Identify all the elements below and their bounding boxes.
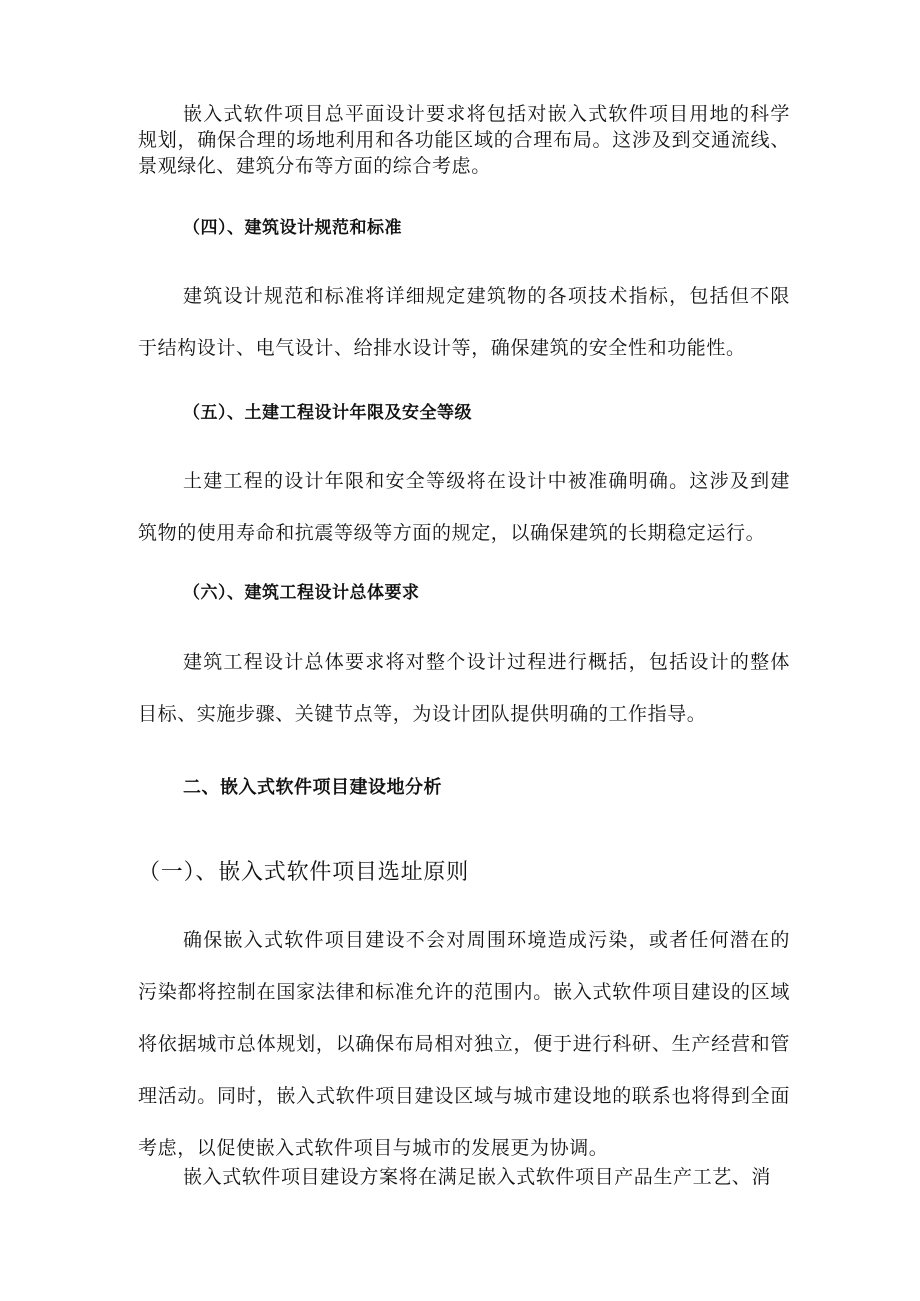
paragraph-site-selection: 确保嵌入式软件项目建设不会对周围环境造成污染，或者任何潜在的污染都将控制在国家法律和标准允许的范围内。嵌入式软件项目建设的区域将依据城市总体规划，以确保布局相对独立，便于进行科研、生产经营和管理活动。同时，嵌入式软件项目建设区域与城市建设地的联系也将得到全面考虑，以促使嵌入式软件项目与城市的发展更为协调。	[138, 929, 790, 1159]
section-title-site-analysis: 二、嵌入式软件项目建设地分析	[183, 777, 442, 798]
paragraph-design-life-safety: 土建工程的设计年限和安全等级将在设计中被准确明确。这涉及到建筑物的使用寿命和抗震等级等方面的规定，以确保建筑的长期稳定运行。	[138, 470, 790, 544]
paragraph-site-plan: 嵌入式软件项目总平面设计要求将包括对嵌入式软件项目用地的科学规划，确保合理的场地利用和各功能区域的合理布局。这涉及到交通流线、景观绿化、建筑分布等方面的综合考虑。	[138, 103, 790, 177]
heading-design-life-safety: （五）、土建工程设计年限及安全等级	[183, 403, 472, 423]
heading-building-standards: （四）、建筑设计规范和标准	[183, 218, 402, 238]
paragraph-design-requirements: 建筑工程设计总体要求将对整个设计过程进行概括，包括设计的整体目标、实施步骤、关键节点等，为设计团队提供明确的工作指导。	[138, 651, 790, 725]
paragraph-construction-plan: 嵌入式软件项目建设方案将在满足嵌入式软件项目产品生产工艺、消	[183, 1166, 772, 1188]
heading-design-requirements: （六）、建筑工程设计总体要求	[183, 583, 420, 603]
heading-site-selection-principles: （一）、嵌入式软件项目选址原则	[138, 860, 470, 885]
paragraph-building-standards: 建筑设计规范和标准将详细规定建筑物的各项技术指标，包括但不限于结构设计、电气设计、给排水设计等，确保建筑的安全性和功能性。	[138, 285, 790, 359]
